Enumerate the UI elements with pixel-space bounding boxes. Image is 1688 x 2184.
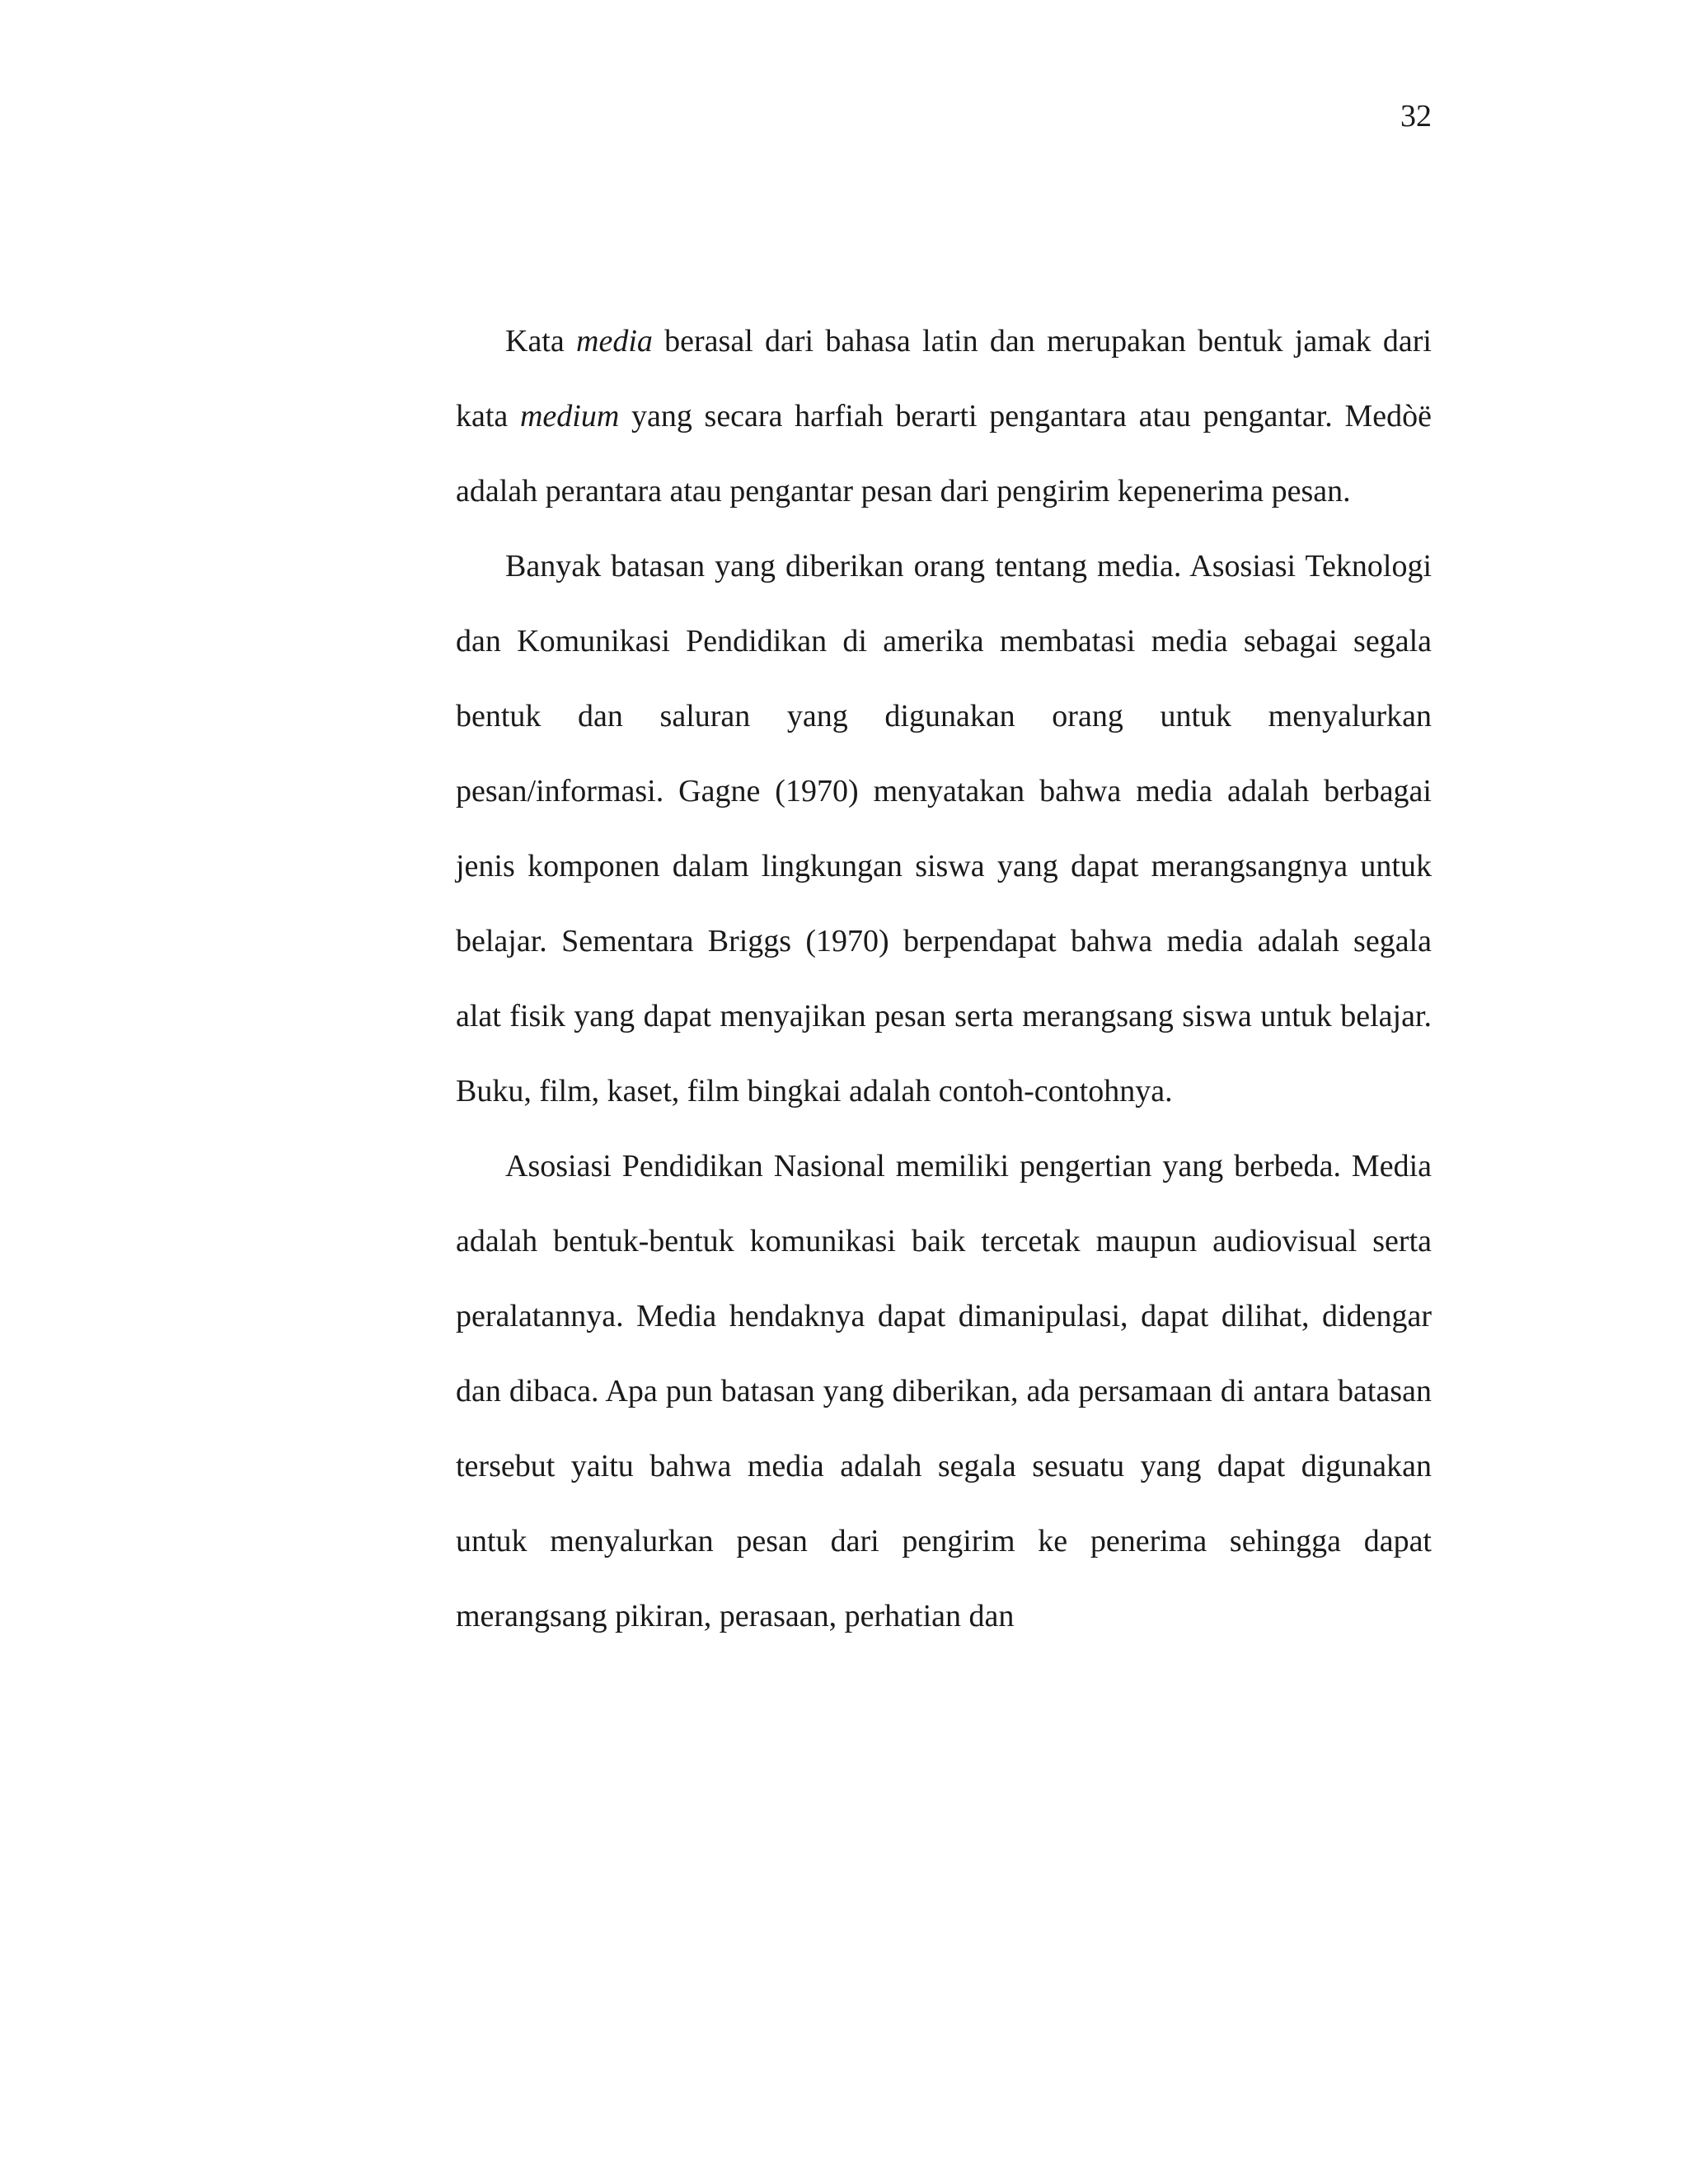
- body-text: [456, 304, 1432, 1654]
- italic-term-medium: medium: [519, 399, 620, 434]
- page-number: 32: [1400, 99, 1432, 134]
- paragraph-2: Banyak batasan yang diberikan orang tentang media. Asosiasi Teknologi dan Komunikasi Pendidikan di amerika membatasi media sebagai segala bentuk dan saluran yang digunakan orang untuk menyalurkan pesan/informasi. Gagne (1970) menyatakan bahwa media adalah berbagai jenis komponen dalam lingkungan siswa yang dapat merangsangnya untuk belajar. Sementara Briggs (1970) berpendapat bahwa media adalah segala alat fisik yang dapat menyajikan pesan serta merangsang siswa untuk belajar. Buku, film, kaset, film bingkai adalah contoh-contohnya.: [456, 549, 1432, 1108]
- paragraph-1-text-middle: berasal dari bahasa latin dan merupakan bentuk jamak dari kata: [456, 324, 1432, 434]
- paragraph-1: [456, 304, 1432, 529]
- italic-term-media: media: [576, 324, 653, 359]
- paragraph-1-text-start: Kata: [505, 324, 577, 359]
- paragraph-3: Asosiasi Pendidikan Nasional memiliki pengertian yang berbeda. Media adalah bentuk-bentuk komunikasi baik tercetak maupun audiovisual serta peralatannya. Media hendaknya dapat dimanipulasi, dapat dilihat, didengar dan dibaca. Apa pun batasan yang diberikan, ada persamaan di antara batasan tersebut yaitu bahwa media adalah segala sesuatu yang dapat digunakan untuk menyalurkan pesan dari pengirim ke penerima sehingga dapat merangsang pikiran, perasaan, perhatian dan: [456, 1149, 1432, 1633]
- paragraph-1-text-end: yang secara harfiah berarti pengantara atau pengantar. Medòë adalah perantara atau pengantar pesan dari pengirim kepenerima pesan.: [456, 399, 1432, 509]
